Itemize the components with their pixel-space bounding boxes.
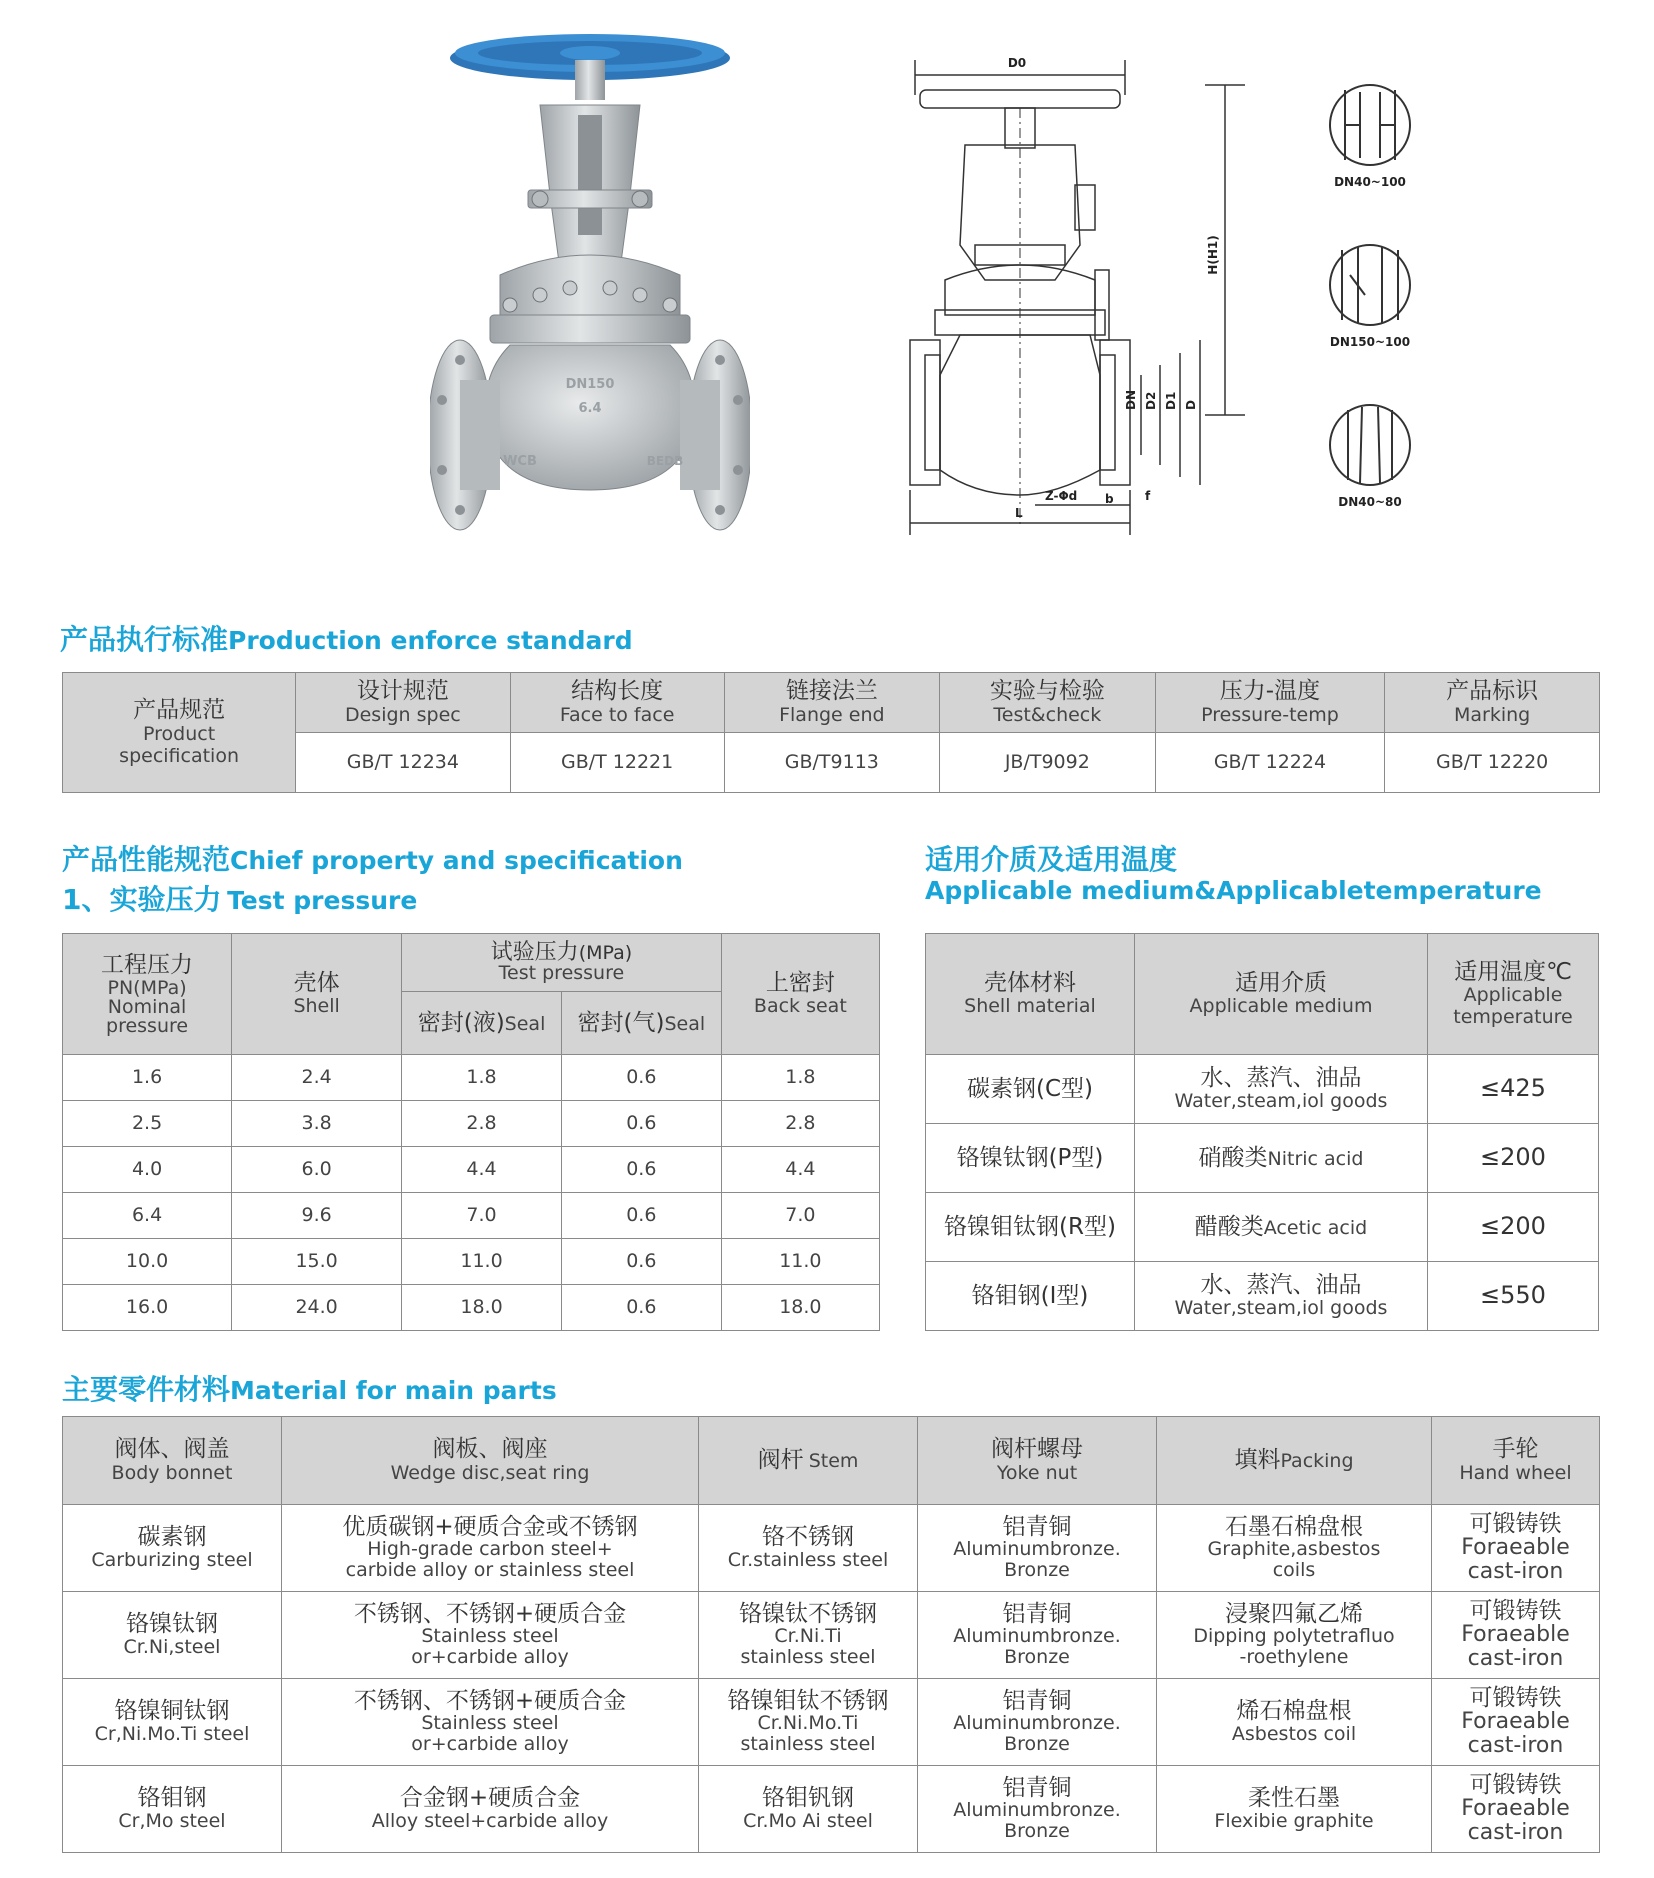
table-row [63, 1147, 880, 1193]
cell-wedge-disc [282, 1505, 699, 1592]
cell-en: Foraeable [1461, 1795, 1570, 1821]
cell-medium-zh: 水、蒸汽、油品 [1200, 1271, 1362, 1298]
cell-zh: 铝青铜 [1002, 1775, 1072, 1802]
th-zh: 手轮 [1492, 1436, 1539, 1463]
standard-row-header-zh: 产品规范 [133, 697, 226, 724]
th-shell-zh: 壳体 [293, 969, 340, 996]
cell-en: Cr,Mo steel [118, 1809, 226, 1832]
cell-material-text: 碳素钢(C型) [966, 1075, 1093, 1102]
cell-zh: 铬镍钛不锈钢 [739, 1601, 877, 1628]
cell-body-bonnet [63, 1592, 282, 1679]
cell-en: Aluminumbronze. [953, 1625, 1121, 1648]
cell-en: or+carbide alloy [411, 1646, 569, 1669]
standard-col-zh: 压力-温度 [1219, 678, 1321, 705]
th-pn-en: Nominal pressure [106, 995, 189, 1037]
cell-medium-zh: 硝酸类 [1198, 1144, 1268, 1171]
cell-back-seat: 4.4 [721, 1147, 879, 1193]
th-zh: 阀体、阀盖 [114, 1436, 230, 1463]
th-en: Yoke nut [996, 1461, 1078, 1484]
standard-value: GB/T 12224 [1155, 733, 1385, 793]
cell-back-seat: 11.0 [721, 1239, 879, 1285]
cell-temperature: ≤200 [1428, 1193, 1599, 1262]
cell-material [926, 1055, 1135, 1124]
cell-seal-gas: 0.6 [561, 1101, 721, 1147]
standard-row-header-en: Product specification [119, 722, 239, 767]
th-pn [63, 934, 232, 1055]
cell-medium [1135, 1262, 1428, 1331]
cell-en: Carburizing steel [91, 1548, 253, 1571]
cell-medium [1135, 1193, 1428, 1262]
cell-zh: 合金钢+硬质合金 [399, 1785, 581, 1812]
cell-pn: 1.6 [63, 1055, 232, 1101]
cell-en: cast-iron [1467, 1646, 1564, 1672]
cell-stem [699, 1592, 918, 1679]
cell-en: coils [1272, 1559, 1316, 1582]
cell-material [926, 1262, 1135, 1331]
cell-seal-liquid: 2.8 [402, 1101, 562, 1147]
cell-yoke-nut [918, 1505, 1157, 1592]
cell-back-seat: 2.8 [721, 1101, 879, 1147]
medium-table [925, 933, 1599, 1331]
standard-row-header [63, 673, 296, 793]
cell-stem [699, 1679, 918, 1766]
standard-col-header [724, 673, 939, 733]
th-stem [699, 1417, 918, 1505]
valve-mark-code: BEDB [646, 454, 684, 468]
dim-d0: D0 [1007, 56, 1027, 70]
cell-en: Aluminumbronze. [953, 1712, 1121, 1735]
cell-en: Bronze [1004, 1733, 1070, 1756]
th-seal-gas [561, 992, 721, 1055]
th-en: Body bonnet [111, 1461, 233, 1484]
cell-en: Cr.Ni.Mo.Ti [757, 1712, 859, 1735]
th-pn-unit: PN(MPa) [107, 976, 187, 999]
cell-wedge-disc [282, 1766, 699, 1853]
cell-en: cast-iron [1467, 1733, 1564, 1759]
cell-zh: 不锈钢、不锈钢+硬质合金 [353, 1601, 627, 1628]
cell-en: Cr.stainless steel [727, 1548, 889, 1571]
test-pressure-table [62, 933, 880, 1331]
cell-medium-en: Water,steam,iol goods [1174, 1297, 1388, 1320]
cell-en: cast-iron [1467, 1820, 1564, 1846]
cell-zh: 铝青铜 [1002, 1514, 1072, 1541]
th-shell-material-zh: 壳体材料 [984, 969, 1076, 996]
standard-title [60, 618, 633, 658]
cell-en: or+carbide alloy [411, 1733, 569, 1756]
cell-pn: 4.0 [63, 1147, 232, 1193]
th-seal-gas-en: Seal [664, 1012, 706, 1035]
cell-en: Cr.Ni,steel [123, 1635, 221, 1658]
cell-zh: 烯石棉盘根 [1236, 1698, 1352, 1725]
th-body-bonnet [63, 1417, 282, 1505]
cell-seal-liquid: 11.0 [402, 1239, 562, 1285]
th-seal-liquid [402, 992, 562, 1055]
cell-medium-en: Acetic acid [1263, 1216, 1368, 1239]
cell-seal-gas: 0.6 [561, 1147, 721, 1193]
cell-zh: 铬镍钼钛不锈钢 [727, 1688, 889, 1715]
cell-seal-liquid: 4.4 [402, 1147, 562, 1193]
materials-title-en: Material for main parts [230, 1376, 557, 1405]
cell-temperature: ≤200 [1428, 1124, 1599, 1193]
th-back-en: Back seat [753, 995, 847, 1018]
standard-col-en: Pressure-temp [1201, 703, 1339, 726]
dim-d1: D1 [1164, 391, 1178, 410]
table-row [926, 1055, 1599, 1124]
standard-value: GB/T 12221 [510, 733, 724, 793]
standard-col-zh: 实验与检验 [989, 678, 1105, 705]
cell-hand-wheel [1432, 1592, 1600, 1679]
th-medium [1135, 934, 1428, 1055]
detail-label-2: DN150~100 [1329, 335, 1411, 349]
th-seal-gas-zh: 密封(气) [577, 1009, 665, 1036]
cell-en: Dipping polytetrafluo [1193, 1625, 1395, 1648]
standard-col-header [1155, 673, 1385, 733]
cell-shell: 6.0 [232, 1147, 402, 1193]
th-back-zh: 上密封 [765, 969, 835, 996]
cell-back-seat: 1.8 [721, 1055, 879, 1101]
standard-col-en: Flange end [779, 703, 885, 726]
th-en: Wedge disc,seat ring [390, 1461, 590, 1484]
cell-body-bonnet [63, 1679, 282, 1766]
standard-title-en: Production enforce standard [228, 626, 633, 655]
table-row [926, 1193, 1599, 1262]
th-back-seat [721, 934, 879, 1055]
test-pressure-title-en: Test pressure [227, 886, 418, 915]
valve-technical-drawing [905, 45, 1385, 545]
cell-packing [1157, 1592, 1432, 1679]
standard-value: JB/T9092 [939, 733, 1155, 793]
th-seal-liquid-en: Seal [504, 1012, 546, 1035]
th-shell [232, 934, 402, 1055]
th-temperature-zh: 适用温度℃ [1454, 958, 1572, 985]
cell-medium-zh: 醋酸类 [1194, 1213, 1264, 1240]
th-test-zh: 试验压力 [490, 940, 579, 965]
cell-medium-zh: 水、蒸汽、油品 [1200, 1064, 1362, 1091]
table-row [63, 1193, 880, 1239]
dim-h: H(H1) [1206, 235, 1220, 275]
detail-label-1: DN40~100 [1334, 175, 1406, 189]
cell-zh: 铬镍铜钛钢 [114, 1698, 230, 1725]
cell-seal-gas: 0.6 [561, 1285, 721, 1331]
cell-zh: 铬钼钢 [137, 1785, 207, 1812]
cell-shell: 9.6 [232, 1193, 402, 1239]
cell-zh: 石墨石棉盘根 [1225, 1514, 1363, 1541]
cell-en: -roethylene [1239, 1646, 1349, 1669]
cell-en: Stainless steel [421, 1712, 559, 1735]
cell-en: Foraeable [1461, 1534, 1570, 1560]
table-row [63, 1101, 880, 1147]
cell-shell: 2.4 [232, 1055, 402, 1101]
performance-title-zh: 产品性能规范 [62, 843, 231, 876]
standard-col-header [939, 673, 1155, 733]
medium-title [925, 838, 1177, 878]
materials-title-zh: 主要零件材料 [62, 1373, 231, 1406]
cell-en: Stainless steel [421, 1625, 559, 1648]
cell-en: carbide alloy or stainless steel [345, 1559, 635, 1582]
th-en: Stem [808, 1450, 859, 1473]
detail-label-3: DN40~80 [1338, 495, 1402, 509]
table-row [63, 1055, 880, 1101]
standard-col-zh: 产品标识 [1446, 678, 1539, 705]
th-test-unit: (MPa) [578, 942, 633, 964]
standard-col-header [296, 673, 510, 733]
standard-col-en: Test&check [993, 703, 1102, 726]
cell-zh: 碳素钢 [137, 1524, 207, 1551]
materials-title [62, 1368, 557, 1408]
standard-col-header [510, 673, 724, 733]
table-row [63, 1239, 880, 1285]
dim-f: f [1145, 489, 1151, 503]
valve-mark-dn: DN150 [565, 377, 615, 392]
medium-title-en: Applicable medium&Applicabletemperature [925, 876, 1542, 905]
th-shell-material-en: Shell material [964, 995, 1096, 1018]
test-pressure-title [62, 878, 417, 918]
cell-yoke-nut [918, 1592, 1157, 1679]
cell-medium-en: Water,steam,iol goods [1174, 1090, 1388, 1113]
cell-en: Foraeable [1461, 1708, 1570, 1734]
test-pressure-title-zh: 1、实验压力 [62, 883, 222, 916]
cell-en: Asbestos coil [1231, 1722, 1357, 1745]
cell-material [926, 1193, 1135, 1262]
cell-medium [1135, 1055, 1428, 1124]
cell-zh: 可锻铸铁 [1469, 1510, 1562, 1537]
cell-packing [1157, 1679, 1432, 1766]
cell-en: Alloy steel+carbide alloy [371, 1809, 609, 1832]
cell-material [926, 1124, 1135, 1193]
standard-value: GB/T9113 [724, 733, 939, 793]
standard-col-zh: 链接法兰 [785, 678, 878, 705]
cell-shell: 24.0 [232, 1285, 402, 1331]
standard-title-zh: 产品执行标准 [60, 623, 229, 656]
standard-value: GB/T 12220 [1385, 733, 1600, 793]
cell-packing [1157, 1505, 1432, 1592]
th-seal-liquid-zh: 密封(液) [417, 1009, 505, 1036]
table-row [63, 1679, 1600, 1766]
cell-seal-liquid: 7.0 [402, 1193, 562, 1239]
cell-body-bonnet [63, 1766, 282, 1853]
cell-hand-wheel [1432, 1679, 1600, 1766]
cell-zh: 不锈钢、不锈钢+硬质合金 [353, 1688, 627, 1715]
cell-shell: 3.8 [232, 1101, 402, 1147]
th-test-pressure [402, 934, 722, 992]
cell-seal-liquid: 1.8 [402, 1055, 562, 1101]
th-hand-wheel [1432, 1417, 1600, 1505]
dim-d2: D2 [1144, 391, 1158, 410]
dim-dn: DN [1124, 389, 1138, 410]
cell-wedge-disc [282, 1592, 699, 1679]
th-zh: 填料 [1234, 1447, 1281, 1474]
cell-hand-wheel [1432, 1766, 1600, 1853]
cell-en: Cr.Ni.Ti [774, 1625, 842, 1648]
th-zh: 阀板、阀座 [432, 1436, 548, 1463]
th-temperature-en: Applicable temperature [1453, 984, 1573, 1029]
cell-temperature: ≤550 [1428, 1262, 1599, 1331]
th-test-en: Test pressure [498, 962, 625, 984]
th-pn-zh: 工程压力 [101, 952, 194, 979]
cell-seal-liquid: 18.0 [402, 1285, 562, 1331]
cell-zh: 铝青铜 [1002, 1688, 1072, 1715]
th-temperature [1428, 934, 1599, 1055]
cell-body-bonnet [63, 1505, 282, 1592]
cell-en: cast-iron [1467, 1559, 1564, 1585]
table-row [63, 1592, 1600, 1679]
cell-zh: 可锻铸铁 [1469, 1597, 1562, 1624]
dim-l: L [1015, 506, 1023, 520]
table-row [926, 1262, 1599, 1331]
standard-col-zh: 设计规范 [356, 678, 449, 705]
cell-zh: 铬镍钛钢 [126, 1611, 218, 1638]
cell-zh: 浸聚四氟乙烯 [1225, 1601, 1363, 1628]
cell-medium-en: Nitric acid [1267, 1147, 1364, 1170]
cell-en: Bronze [1004, 1820, 1070, 1843]
valve-mark-pn: 6.4 [578, 401, 602, 416]
cell-stem [699, 1505, 918, 1592]
cell-en: stainless steel [740, 1646, 876, 1669]
cell-en: stainless steel [740, 1733, 876, 1756]
medium-title-zh: 适用介质及适用温度 [925, 843, 1178, 876]
medium-title-en-line [925, 876, 1542, 905]
cell-zh: 优质碳钢+硬质合金或不锈钢 [342, 1514, 638, 1541]
th-wedge-disc [282, 1417, 699, 1505]
standard-table [62, 672, 1600, 793]
cell-zh: 铬不锈钢 [762, 1524, 854, 1551]
cell-seal-gas: 0.6 [561, 1193, 721, 1239]
cell-pn: 10.0 [63, 1239, 232, 1285]
cell-seal-gas: 0.6 [561, 1055, 721, 1101]
cell-material-text: 铬钼钢(I型) [971, 1282, 1089, 1309]
table-row [63, 1766, 1600, 1853]
th-shell-en: Shell [293, 995, 340, 1018]
standard-col-zh: 结构长度 [571, 678, 664, 705]
cell-en: Aluminumbronze. [953, 1799, 1121, 1822]
cell-en: Graphite,asbestos [1207, 1538, 1381, 1561]
th-en: Hand wheel [1459, 1461, 1572, 1484]
seal-detail-views [1320, 80, 1450, 520]
cell-en: Bronze [1004, 1646, 1070, 1669]
valve-mark-material: WCB [503, 454, 537, 469]
cell-pn: 6.4 [63, 1193, 232, 1239]
cell-hand-wheel [1432, 1505, 1600, 1592]
cell-stem [699, 1766, 918, 1853]
standard-col-en: Design spec [344, 703, 461, 726]
cell-medium [1135, 1124, 1428, 1193]
th-shell-material [926, 934, 1135, 1055]
th-yoke-nut [918, 1417, 1157, 1505]
cell-seal-gas: 0.6 [561, 1239, 721, 1285]
cell-zh: 柔性石墨 [1248, 1785, 1340, 1812]
cell-shell: 15.0 [232, 1239, 402, 1285]
th-medium-en: Applicable medium [1189, 995, 1373, 1018]
standard-col-en: Face to face [559, 703, 675, 726]
standard-col-header [1385, 673, 1600, 733]
cell-en: Flexibie graphite [1214, 1809, 1374, 1832]
th-zh: 阀杆螺母 [991, 1436, 1083, 1463]
cell-en: Cr.Mo Ai steel [743, 1809, 873, 1832]
standard-col-en: Marking [1454, 703, 1531, 726]
cell-en: High-grade carbon steel+ [367, 1538, 613, 1561]
cell-temperature: ≤425 [1428, 1055, 1599, 1124]
dim-d: D [1184, 400, 1198, 410]
valve-photo [430, 20, 750, 560]
materials-table [62, 1416, 1600, 1853]
performance-title [62, 838, 683, 878]
cell-en: Cr,Ni.Mo.Ti steel [94, 1722, 250, 1745]
cell-back-seat: 18.0 [721, 1285, 879, 1331]
cell-material-text: 铬镍钼钛钢(R型) [944, 1213, 1116, 1240]
cell-zh: 可锻铸铁 [1469, 1771, 1562, 1798]
cell-en: Foraeable [1461, 1621, 1570, 1647]
performance-title-en: Chief property and specification [230, 846, 683, 875]
cell-yoke-nut [918, 1679, 1157, 1766]
dim-b: b [1105, 492, 1114, 506]
dim-zphid: Z-Φd [1045, 489, 1078, 503]
cell-back-seat: 7.0 [721, 1193, 879, 1239]
cell-packing [1157, 1766, 1432, 1853]
cell-zh: 可锻铸铁 [1469, 1684, 1562, 1711]
table-row [63, 1505, 1600, 1592]
table-row [63, 1285, 880, 1331]
th-packing [1157, 1417, 1432, 1505]
cell-en: Bronze [1004, 1559, 1070, 1582]
cell-pn: 2.5 [63, 1101, 232, 1147]
cell-zh: 铝青铜 [1002, 1601, 1072, 1628]
cell-wedge-disc [282, 1679, 699, 1766]
th-medium-zh: 适用介质 [1235, 969, 1327, 996]
standard-value: GB/T 12234 [296, 733, 510, 793]
th-zh: 阀杆 [757, 1447, 804, 1474]
materials-body [63, 1505, 1600, 1853]
cell-zh: 铬钼钒钢 [762, 1785, 854, 1812]
table-row [926, 1124, 1599, 1193]
th-en: Packing [1280, 1450, 1354, 1473]
cell-yoke-nut [918, 1766, 1157, 1853]
cell-en: Aluminumbronze. [953, 1538, 1121, 1561]
cell-pn: 16.0 [63, 1285, 232, 1331]
cell-material-text: 铬镍钛钢(P型) [956, 1144, 1104, 1171]
